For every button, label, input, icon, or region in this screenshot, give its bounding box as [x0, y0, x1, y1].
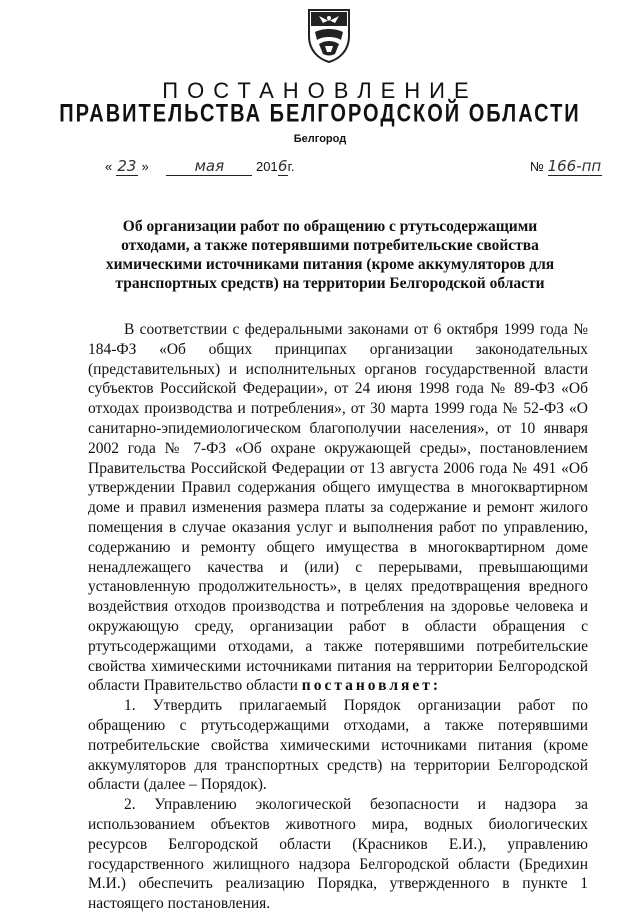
paragraph-item-1: 1. Утвердить прилагаемый Порядок организации работ по обращению с ртутьсодержащими отходами, а также потерявшими потребительские свойства химическими источниками питания (кроме аккумуляторов для транспортных средств) на территории Белгородской области (далее – Порядок).: [88, 697, 588, 794]
issuing-authority: ПРАВИТЕЛЬСТВА БЕЛГОРОДСКОЙ ОБЛАСТИ: [59, 100, 581, 128]
city-name: Белгород: [293, 133, 347, 145]
coat-of-arms-emblem: [305, 6, 353, 64]
document-title: Об организации работ по обращению с ртутьсодержащими отходами, а также потерявшими потребительские свойства химическими источниками питания (кроме аккумуляторов для транспортных средств) на территории Белгородской области: [105, 218, 555, 292]
document-type: ПОСТАНОВЛЕНИЕ: [162, 78, 478, 103]
document-date: [105, 157, 294, 176]
date-open-quote: «: [105, 159, 113, 174]
paragraph-preamble: [88, 320, 588, 696]
document-body: [88, 320, 588, 914]
date-month: мая: [166, 157, 252, 176]
number-value: 166-пп: [547, 157, 602, 175]
date-day: 23: [117, 157, 137, 175]
decree-word: постановляет:: [301, 677, 442, 695]
date-close-quote: »: [141, 159, 149, 174]
date-year-suffix: г.: [287, 159, 295, 174]
preamble-text: В соответствии с федеральными законами от 6 октября 1999 года № 184-ФЗ «Об общих принципах организации законодательных (представительных) и исполнительных органов государственной власти субъектов Российской Федерации», от 24 июня 1998 года № 89-ФЗ «Об отходах производства и потребления», от 30 марта 1999 года № 52-ФЗ «О санитарно-эпидемиологическом благополучии населения», от 10 января 2002 года № 7-ФЗ «Об охране окружающей среды», постановлением Правительства Российской Федерации от 13 августа 2006 года № 491 «Об утверждении Правил содержания общего имущества в многоквартирном доме и правил изменения размера платы за содержание и ремонт жилого помещения в случае оказания услуг и выполнения работ по управлению, содержанию и ремонту общего имущества в многоквартирном доме ненадлежащего качества и (или) с перерывами, превышающими установленную продолжительность», в целях предотвращения вредного воздействия отходов производства и потребления на здоровье человека и окружающую среду, организации работ в области обращения с ртутьсодержащими отходами, а также потерявшими потребительские свойства химическими источниками питания на территории Белгородской области Правительство области: [88, 321, 588, 695]
document-number: [530, 157, 602, 176]
number-prefix: №: [530, 159, 544, 174]
date-year-digit: 6: [277, 157, 288, 175]
paragraph-item-2: 2. Управлению экологической безопасности и надзора за использованием объектов животного мира, водных биологических ресурсов Белгородской области (Красников Е.И.), управлению государственного жилищного надзора Белгородской области (Бредихин М.И.) обеспечить реализацию Порядка, утвержденного в пункте 1 настоящего постановления.: [88, 796, 588, 913]
date-year-prefix: 201: [255, 159, 278, 174]
